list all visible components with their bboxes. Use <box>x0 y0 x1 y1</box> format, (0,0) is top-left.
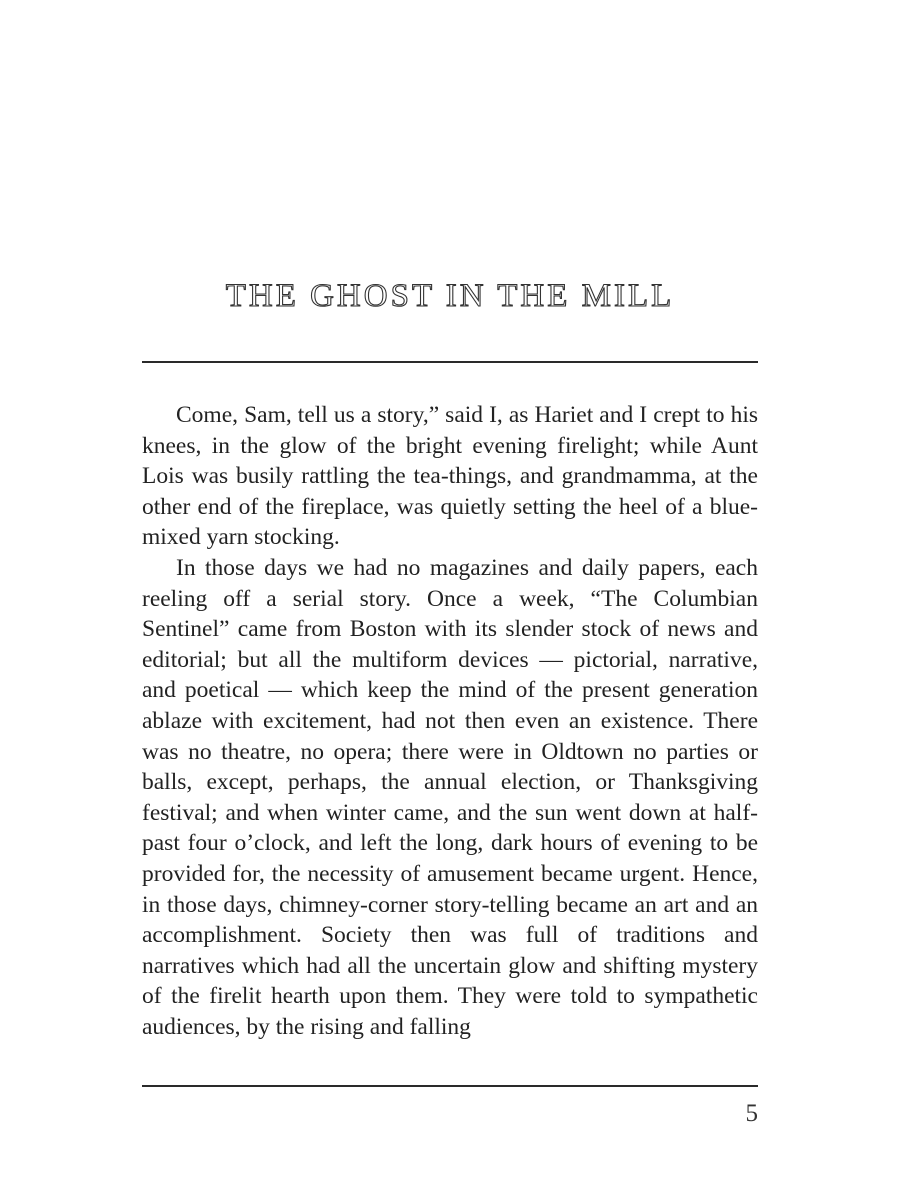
chapter-body <box>142 400 758 1042</box>
page-number: 5 <box>745 1100 758 1127</box>
paragraph-2: In those days we had no magazines and daily papers, each reeling off a serial story. Once a week, “The Columbian Sentinel” came from Boston with its slender stock of news and editorial; but all the multiform devices — pictorial, narrative, and poetical — which keep the mind of the present generation ablaze with excitement, had not then even an existence. There was no theatre, no opera; there were in Oldtown no parties or balls, except, perhaps, the annual election, or Thanksgiving festival; and when winter came, and the sun went down at half-past four o’clock, and left the long, dark hours of evening to be provided for, the necessity of amusement became urgent. Hence, in those days, chimney-corner story-telling became an art and an accomplishment. Society then was full of traditions and narratives which had all the uncertain glow and shifting mystery of the firelit hearth upon them. They were told to sympathetic audiences, by the rising and falling <box>142 554 758 1040</box>
paragraph-1: Come, Sam, tell us a story,” said I, as Hariet and I crept to his knees, in the glow of the bright evening firelight; while Aunt Lois was busily rattling the tea-things, and grandmamma, at the other end of the fireplace, was quietly setting the heel of a blue-mixed yarn stocking. <box>142 402 758 551</box>
footer-divider <box>142 1085 758 1087</box>
chapter-title: THE GHOST IN THE MILL <box>225 278 675 314</box>
title-divider <box>142 361 758 363</box>
